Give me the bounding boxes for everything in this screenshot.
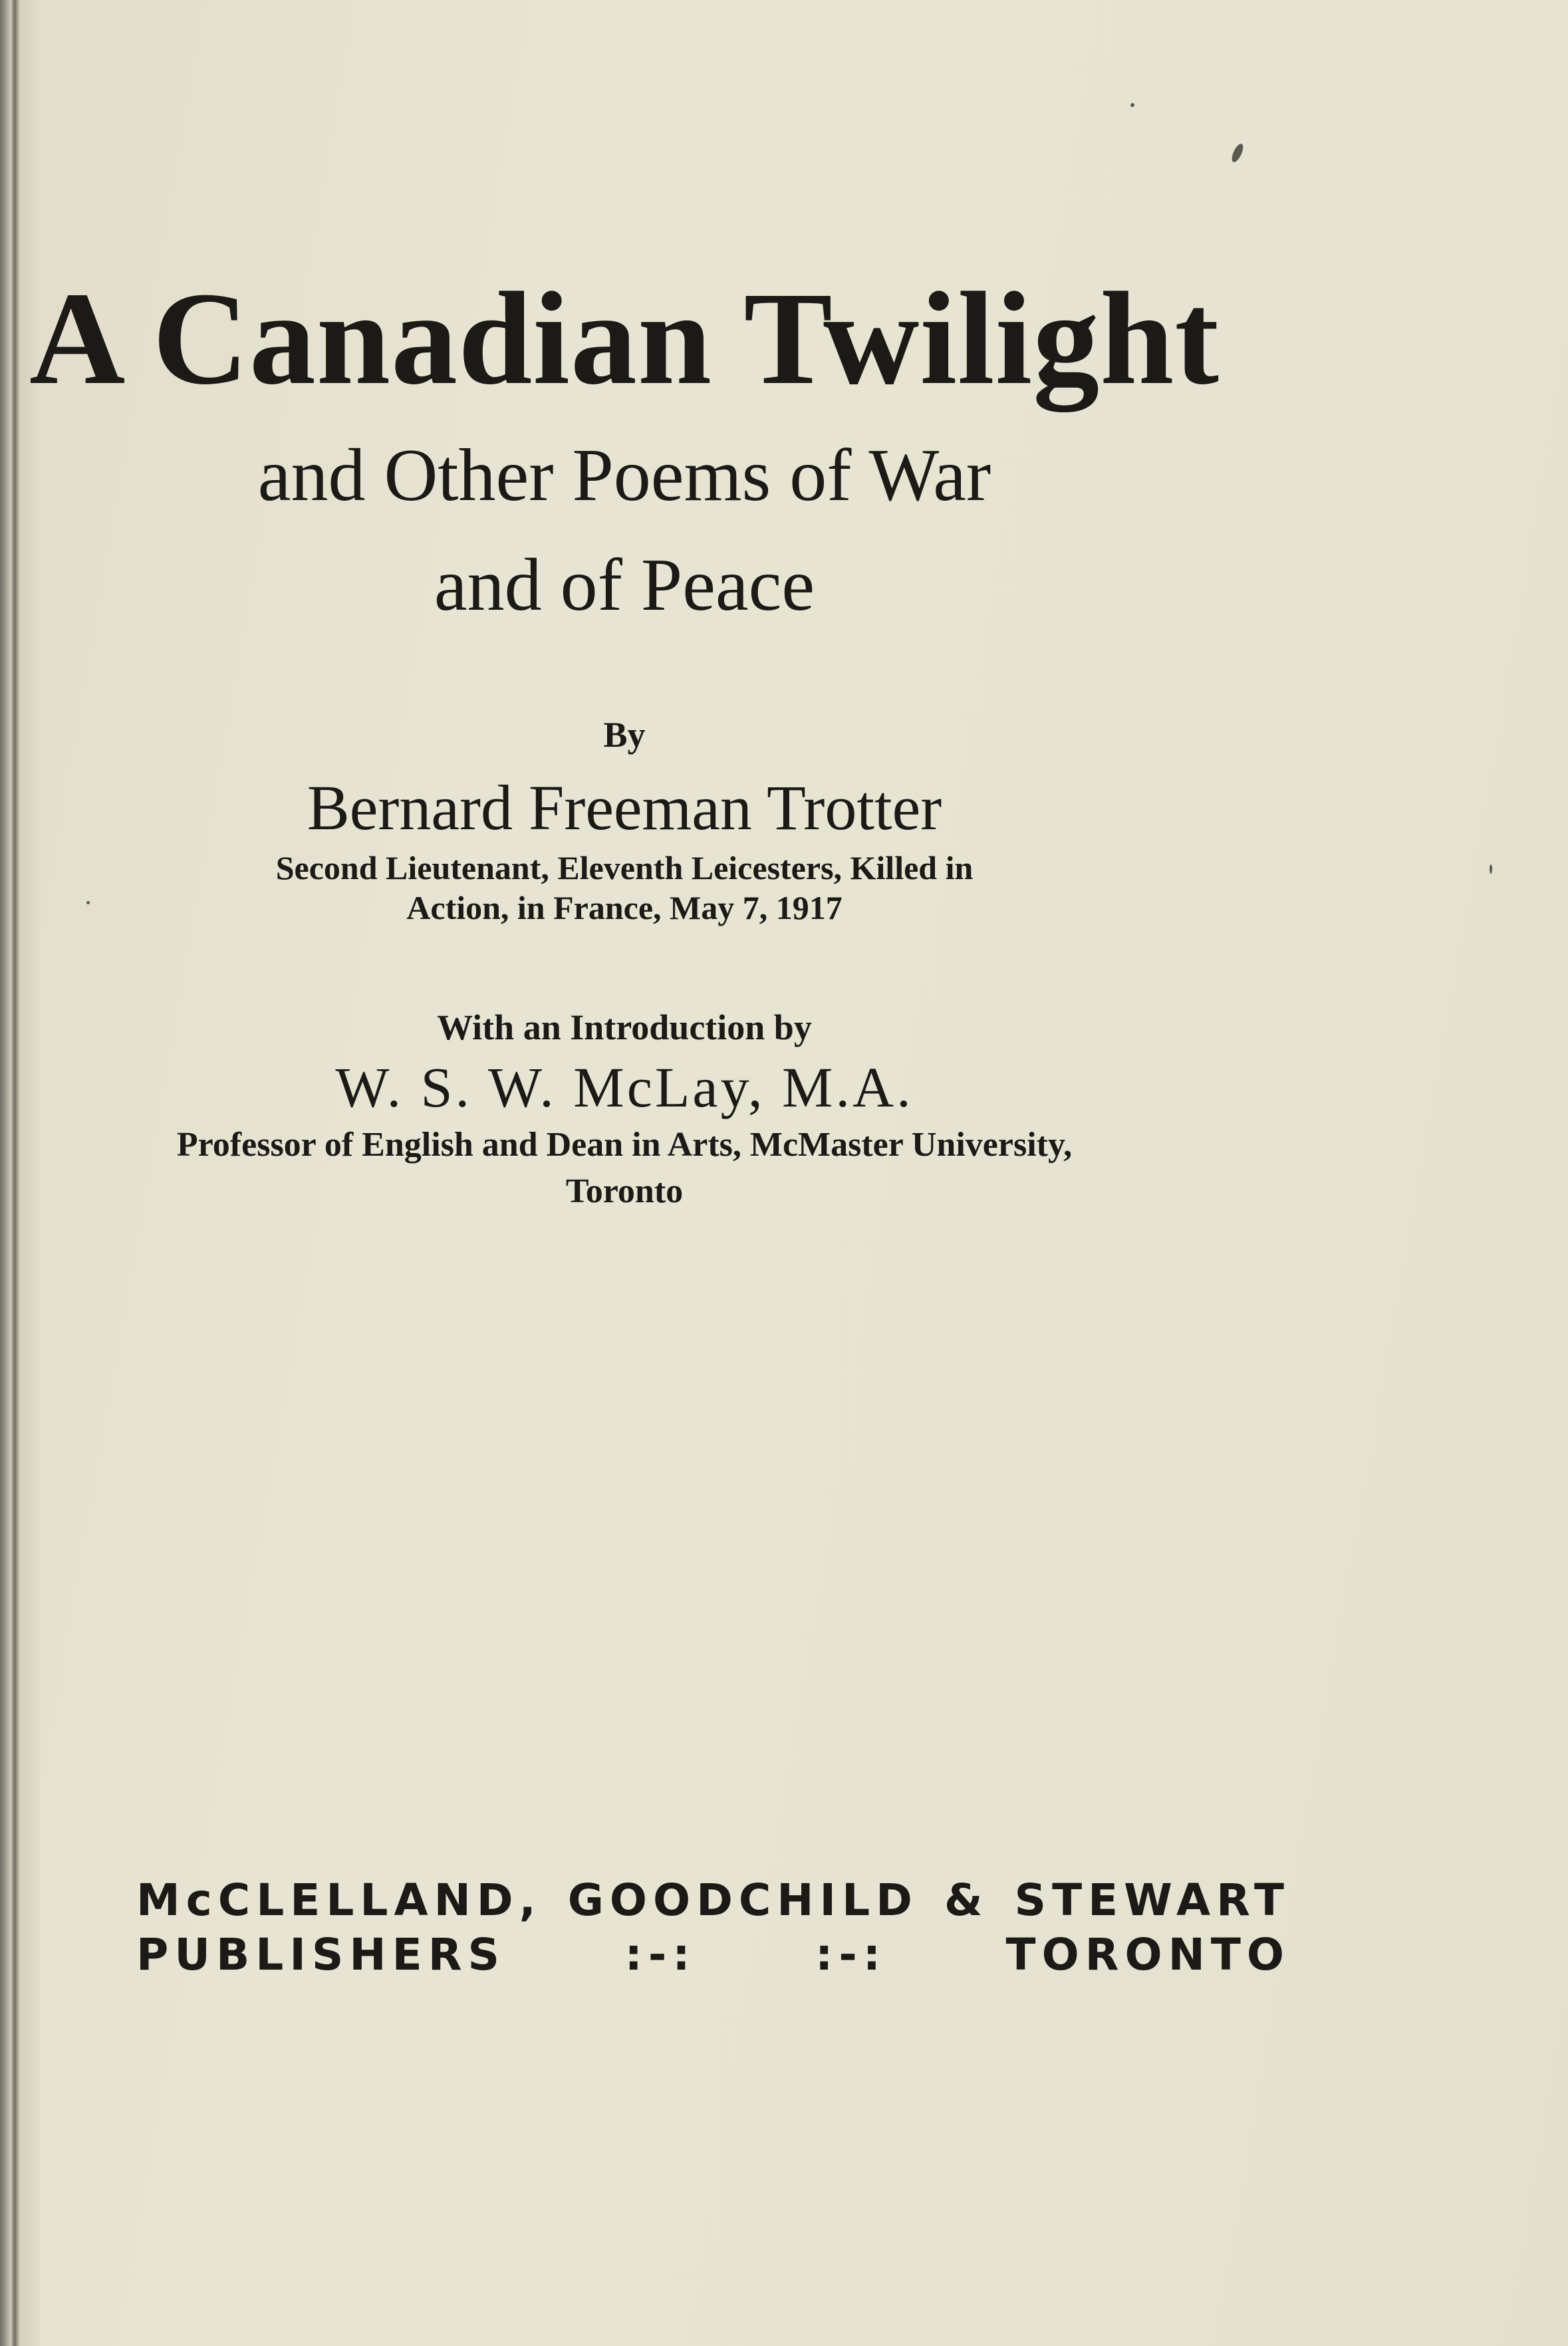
book-subtitle-line-1: and Other Poems of War bbox=[257, 434, 991, 517]
publisher-word: & bbox=[944, 1875, 989, 1926]
publisher-imprint-line-1 bbox=[136, 1874, 1290, 1927]
publisher-ornament: :-: bbox=[624, 1929, 696, 1980]
paper-speck bbox=[1130, 103, 1134, 107]
paper-speck bbox=[1230, 142, 1245, 164]
introduction-label: With an Introduction by bbox=[437, 1007, 812, 1047]
author-note-line-1: Second Lieutenant, Eleventh Leicesters, Killed in bbox=[275, 849, 974, 886]
introducer-note-line-1: Professor of English and Dean in Arts, McMaster University, bbox=[176, 1126, 1073, 1164]
paper-speck bbox=[1490, 864, 1492, 874]
publisher-word: STEWART bbox=[1014, 1875, 1290, 1926]
author-note-line-2: Action, in France, May 7, 1917 bbox=[406, 889, 843, 926]
by-label: By bbox=[603, 715, 646, 755]
publisher-ornament: :-: bbox=[815, 1929, 887, 1980]
publisher-word: PUBLISHERS bbox=[136, 1929, 506, 1980]
author-name: Bernard Freeman Trotter bbox=[307, 772, 942, 843]
publisher-imprint-line-2 bbox=[136, 1928, 1290, 1982]
publisher-word: McCLELLAND, bbox=[136, 1875, 542, 1926]
introducer-note-line-2: Toronto bbox=[565, 1172, 684, 1210]
publisher-word: GOODCHILD bbox=[567, 1875, 918, 1926]
book-subtitle-line-2: and of Peace bbox=[434, 544, 815, 626]
introducer-name: W. S. W. McLay, M.A. bbox=[335, 1055, 914, 1119]
book-title: A Canadian Twilight bbox=[29, 265, 1220, 412]
publisher-word: TORONTO bbox=[1005, 1929, 1290, 1980]
